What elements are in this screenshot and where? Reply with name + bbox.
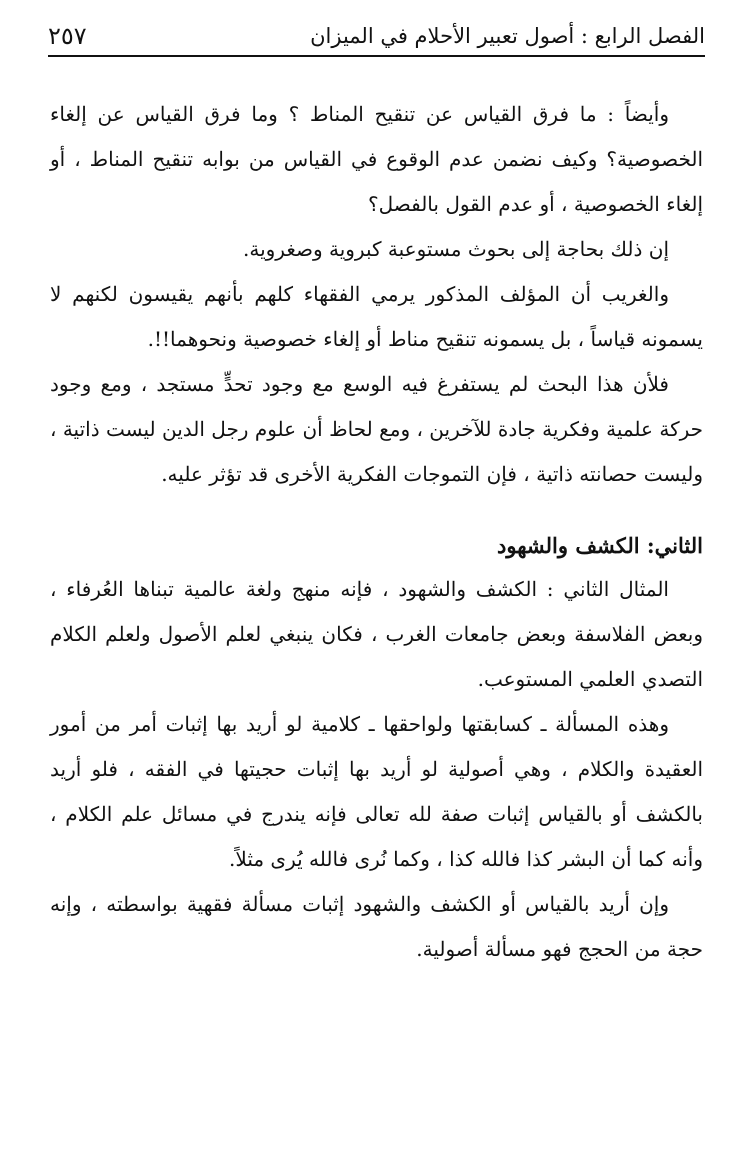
paragraph-2: إن ذلك بحاجة إلى بحوث مستوعبة كبروية وصغروية. — [243, 237, 669, 261]
page-number: ٢٥٧ — [48, 22, 87, 50]
paragraph-5: المثال الثاني : الكشف والشهود ، فإنه منهج ولغة عالمية تبناها العُرفاء ، وبعض الفلاسفة وبعض جامعات الغرب ، فكان ينبغي لعلم الأصول ولعلم الكلام التصدي العلمي المستوعب. — [50, 577, 703, 691]
paragraph-6: وهذه المسألة ـ كسابقتها ولواحقها ـ كلامية لو أريد بها إثبات أمر من أمور العقيدة والكلام ، وهي أصولية لو أريد بها إثبات حجيتها في الفقه ، فلو أريد بالكشف أو بالقياس إثبات صفة لله تعالى فإنه يندرج في مسائل علم الكلام ، وأنه كما أن البشر كذا فالله كذا ، وكما نُرى فالله يُرى مثلاً. — [50, 712, 703, 871]
header-rule — [48, 55, 705, 57]
page-header — [48, 20, 705, 52]
paragraph-1: وأيضاً : ما فرق القياس عن تنقيح المناط ؟ وما فرق القياس عن إلغاء الخصوصية؟ وكيف نضمن عدم الوقوع في القياس من بوابه تنقيح المناط ، أو إلغاء الخصوصية ، أو عدم القول بالفصل؟ — [50, 102, 703, 216]
page-body — [50, 92, 703, 972]
paragraph-4: فلأن هذا البحث لم يستفرغ فيه الوسع مع وجود تحدٍّ مستجد ، ومع وجود حركة علمية وفكرية جادة للآخرين ، ومع لحاظ أن علوم رجل الدين ليست ذاتية ، وليست حصانته ذاتية ، فإن التموجات الفكرية الأخرى قد تؤثر عليه. — [50, 372, 703, 486]
paragraph-3: والغريب أن المؤلف المذكور يرمي الفقهاء كلهم بأنهم يقيسون لكنهم لا يسمونه قياساً ، بل يسمونه تنقيح مناط أو إلغاء خصوصية ونحوهما!!. — [50, 282, 703, 351]
paragraph-7: وإن أريد بالقياس أو الكشف والشهود إثبات مسألة فقهية بواسطته ، وإنه حجة من الحجج فهو مسألة أصولية. — [50, 892, 703, 961]
running-title: الفصل الرابع : أصول تعبير الأحلام في الميزان — [310, 24, 705, 48]
section-heading: الثاني: الكشف والشهود — [497, 533, 703, 558]
